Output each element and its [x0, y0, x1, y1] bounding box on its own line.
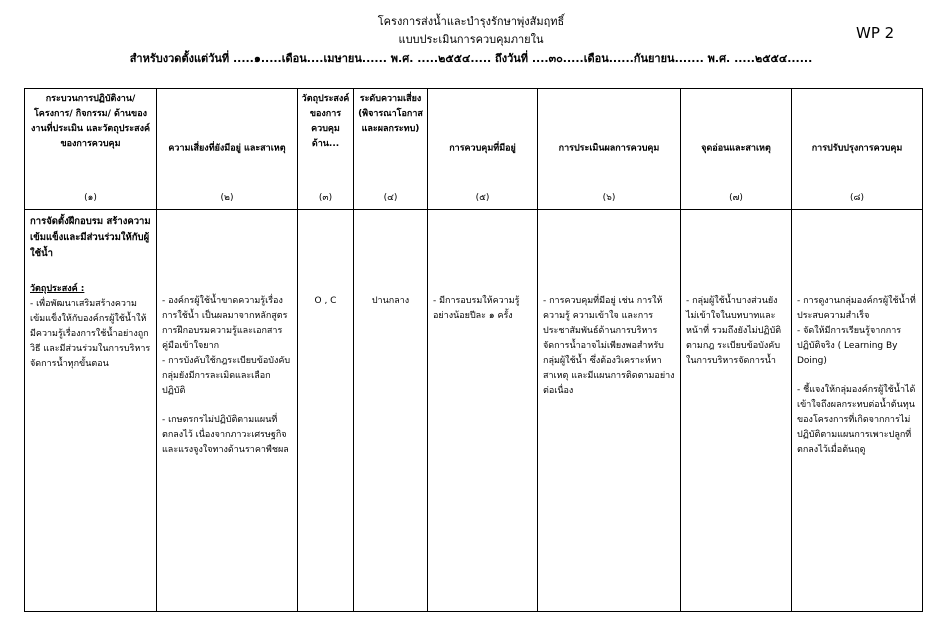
objective-text: - เพื่อพัฒนาเสริมสร้างความเข้มแข็งให้กับองค์กรผู้ใช้น้ำให้มีความรู้เรื่องการใช้น้ำอย่างถูกวิธี และมีส่วนร่วมในการบริหารจัดการน้ำทุกขั้นตอน: [30, 299, 151, 369]
col-header-evaluation: การประเมินผลการควบคุม (๖): [538, 89, 681, 210]
objective-code: O , C: [314, 296, 337, 306]
period-line: สำหรับงวดตั้งแต่วันที่ .....๑.....เดือน....เมษายน...... พ.ศ. .....๒๕๕๔..... ถึงวันที่ ....๓๐.....เดือน......กันยายน....... พ.ศ. .....๒๕๕๔......: [129, 52, 813, 65]
existing-control-text: - มีการอบรมให้ความรู้อย่างน้อยปีละ ๑ ครั้ง: [433, 296, 520, 321]
col-header-weakness: จุดอ่อนและสาเหตุ (๗): [681, 89, 792, 210]
col-header-risk-level: ระดับความเสี่ยง (พิจารณาโอกาสและผลกระทบ) (๔): [354, 89, 428, 210]
cell-weakness: [681, 210, 792, 612]
form-code: WP 2: [856, 24, 895, 42]
col-header-risk: ความเสี่ยงที่ยังมีอยู่ และสาเหตุ (๒): [157, 89, 298, 210]
col-header-process: กระบวนการปฏิบัติงาน/ โครงการ/ กิจกรรม/ ด้านของงานที่ประเมิน และวัตถุประสงค์ของการควบคุม (๑): [25, 89, 157, 210]
evaluation-text: - การควบคุมที่มีอยู่ เช่น การให้ความรู้ ความเข้าใจ และการประชาสัมพันธ์ด้านการบริหารจัดการน้ำอาจไม่เพียงพอสำหรับกลุ่มผู้ใช้น้ำ ซึ่งต้องวิเคราะห์หาสาเหตุ และมีแผนการติดตามอย่างต่อเนื่อง: [543, 296, 675, 396]
cell-risk: [157, 210, 298, 612]
risk-item: - การบังคับใช้กฎระเบียบข้อบังคับกลุ่มยังมีการละเมิดและเลือกปฏิบัติ: [162, 356, 291, 396]
col-header-improvement: การปรับปรุงการควบคุม (๘): [792, 89, 923, 210]
project-title: โครงการส่งน้ำและบำรุงรักษาพุ่งสัมฤทธิ์: [377, 15, 565, 28]
assessment-table: [24, 88, 923, 612]
header-row: [25, 89, 923, 210]
cell-process: [25, 210, 157, 612]
col-header-objective: วัตถุประสงค์ของการควบคุม ด้าน... (๓): [298, 89, 354, 210]
cell-evaluation: [538, 210, 681, 612]
improvement-item: - การดูงานกลุ่มองค์กรผู้ใช้น้ำที่ประสบความสำเร็จ: [797, 296, 916, 321]
weakness-text: - กลุ่มผู้ใช้น้ำบางส่วนยังไม่เข้าใจในบทบาทและหน้าที่ รวมถึงยังไม่ปฏิบัติตามกฎ ระเบียบข้อบังคับในการบริหารจัดการน้ำ: [686, 296, 782, 366]
table-row: [25, 210, 923, 612]
risk-level: ปานกลาง: [371, 296, 410, 306]
improvement-item: - จัดให้มีการเรียนรู้จากการปฏิบัติจริง ( Learning By Doing): [797, 326, 902, 366]
objective-label: วัตถุประสงค์ :: [30, 284, 85, 294]
form-title: แบบประเมินการควบคุมภายใน: [398, 33, 544, 46]
cell-risk-level: [354, 210, 428, 612]
activity-title: การจัดตั้งฝึกอบรม สร้างความเข้มแข็งและมีส่วนร่วมให้กับผู้ใช้น้ำ: [30, 216, 151, 259]
cell-objective: [298, 210, 354, 612]
risk-item: - องค์กรผู้ใช้น้ำขาดความรู้เรื่องการใช้น้ำ เป็นผลมาจากหลักสูตรการฝึกอบรมความรู้และเอกสารคู่มือเข้าใจยาก: [162, 296, 288, 351]
improvement-item: - ชี้แจงให้กลุ่มองค์กรผู้ใช้น้ำได้เข้าใจถึงผลกระทบต่อน้ำต้นทุนของโครงการที่เกิดจากการไม่ปฏิบัติตามแผนการเพาะปลูกที่ตกลงไว้เมื่อต้นฤดู: [797, 385, 916, 455]
cell-improvement: [792, 210, 923, 612]
risk-item: - เกษตรกรไม่ปฏิบัติตามแผนที่ตกลงไว้ เนื่องจากภาวะเศรษฐกิจและแรงจูงใจทางด้านราคาพืชผล: [162, 415, 289, 455]
col-header-existing-control: การควบคุมที่มีอยู่ (๕): [428, 89, 538, 210]
cell-existing-control: [428, 210, 538, 612]
